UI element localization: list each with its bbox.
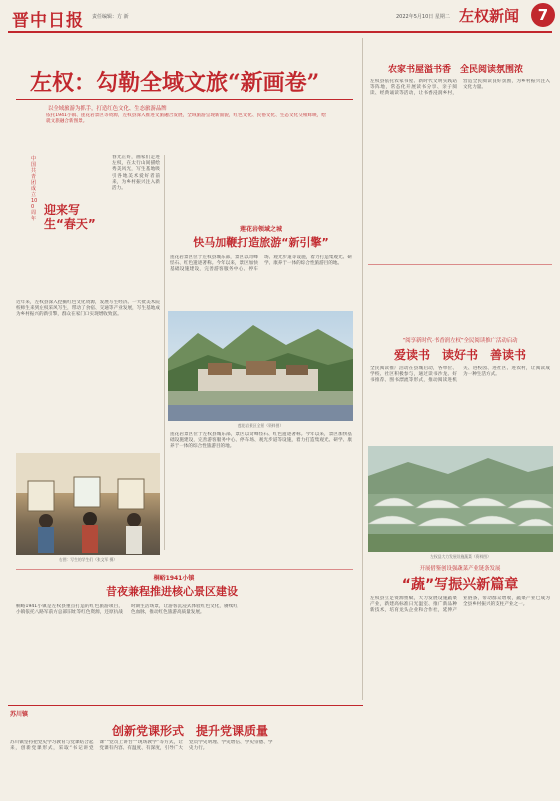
column-body: 近年来，左权县深入挖掘红色文化资源，发展写生经济。一大批美术院校师生来到左权采风写生，带动了食宿、交通等产业发展，写生基地成为乡村振兴的新引擎，群众在家门口实现增收致富。 <box>16 300 160 318</box>
story3-headline: 昔夜兼程推进核心景区建设 <box>106 585 238 598</box>
painting-class-photo <box>16 453 160 555</box>
events-headline: 爱读书 读好书 善读书 <box>393 348 526 362</box>
bottom-headline: 创新党课形式 提升党课质量 <box>111 724 268 738</box>
bottom-rule <box>8 705 363 706</box>
bottom-column-tag: 苏川镇 <box>10 711 29 718</box>
main-headline: 左权：勾勒全域文旅“新画卷” <box>30 70 320 96</box>
scenic-town-scene <box>168 311 353 421</box>
painting-class-scene <box>16 453 160 555</box>
masthead <box>0 0 560 40</box>
story3-body: 桐峪1941小镇是左权县重点打造的红色旅游项目，小镇依托八路军前方总部旧址等红色资源，还原抗战时期生活场景，让游客沉浸式体验红色文化，赓续红色血脉，推动红色旅游高质量发展。 <box>16 604 238 616</box>
editor-credit: 责任编辑：方 新 <box>92 14 129 20</box>
scenic-photo-caption: 莲花岩景区全景（资料图） <box>237 423 284 428</box>
feature-sidebar-tag: 中国共青团成立100周年 <box>31 156 38 222</box>
section-title: 左权新闻 <box>459 7 520 25</box>
events-rule <box>368 264 552 265</box>
column-divider <box>164 155 165 550</box>
headline-rule <box>16 99 353 100</box>
events-body: 全民阅读推广活动在县城启动，各单位、学校、社区积极参与，通过读书沙龙、好书推荐、图书漂流等形式，推动阅读进机关、进校园、进社区、进农村，让阅读成为一种生活方式。 <box>370 366 550 384</box>
newspaper-logo: 晋中日报 <box>12 11 84 31</box>
right-column-divider <box>362 38 363 700</box>
farm-kicker: 开展借鉴创设强蔬菜产业链条发展 <box>419 566 501 572</box>
painting-photo-caption: 右图：写生的学生们（张文军 摄） <box>58 557 118 562</box>
feature-sidebar-title: 迎来写生“春天” <box>44 203 96 231</box>
reading-headline: 农家书屋溢书香 全民阅读氛围浓 <box>388 65 524 75</box>
subtitle: 以全域旅游为抓手，打造红色文化、生态旅游品牌 <box>48 106 167 112</box>
masthead-rule <box>8 31 552 33</box>
feature-sidebar-body: 春光正好，画家们走进左权，在太行山间描绘秀美风光，写生基地吸引各地美术爱好者前来，为乡村振兴注入新活力。 <box>112 155 160 192</box>
page-number: 7 <box>537 6 549 24</box>
lede-paragraph: 依托1941小镇、莲花岩景区等资源，左权县深入推进文旅融合发展，全域旅游呈现新面貌，红色文化、民俗文化、生态文化交相辉映，绘就文旅融合新图景。 <box>46 113 326 125</box>
story2-body-cont: 莲花岩景区位于左权县城东部，景区以奇峰怪石、红色遗迹著称。今年以来，景区加快基础设施建设，完善游客服务中心、停车场、观光步道等设施，着力打造集观光、研学、康养于一体的综合性旅游目的地。 <box>170 432 352 450</box>
farm-body: 左权县立足资源禀赋，大力发展设施蔬菜产业，新建高标准日光温室、推广新品种新技术，培育龙头企业和合作社，延伸产业链条，带动群众增收，蔬菜产业已成为全县乡村振兴的支柱产业之一。 <box>370 596 550 614</box>
greenhouse-scene <box>368 446 553 552</box>
story3-rule <box>16 569 353 570</box>
greenhouse-caption: 左权县大力发展设施蔬菜（资料图） <box>430 554 491 559</box>
farm-headline: “蔬”写振兴新篇章 <box>401 577 519 593</box>
events-kicker: “阅享新时代·书香润左权”全民阅读推广活动启动 <box>402 338 518 344</box>
issue-date: 2022年5月10日 星期二 <box>396 14 450 20</box>
story2-kicker: 莲花岩领域之城 <box>239 226 282 233</box>
story2-body: 莲花岩景区位于左权县城东部，景区以奇峰怪石、红色遗迹著称。今年以来，景区加快基础设施建设，完善游客服务中心、停车场、观光步道等设施，着力打造集观光、研学、康养于一体的综合性旅游目的地。 <box>170 255 352 273</box>
story2-headline: 快马加鞭打造旅游“新引擎” <box>193 236 329 249</box>
scenic-town-photo <box>168 311 353 421</box>
story3-kicker: 桐峪1941小镇 <box>153 575 195 582</box>
reading-body: 左权县依托农家书屋、新时代文明实践站等阵地，常态化开展读书分享、亲子阅读、经典诵读等活动，让书香浸润乡村，营造全民阅读良好氛围，为乡村振兴注入文化力量。 <box>370 79 550 97</box>
greenhouse-photo <box>368 446 553 552</box>
bottom-body: 苏川镇坚持把党史学习教育与党课结合起来，创新党课形式，采取“书记讲党课”“党员上讲台”“现场教学”等方式，让党课有内容、有温度、有深度，引导广大党员学史明理、学史增信、学史崇德、学史力行。 <box>10 740 273 752</box>
